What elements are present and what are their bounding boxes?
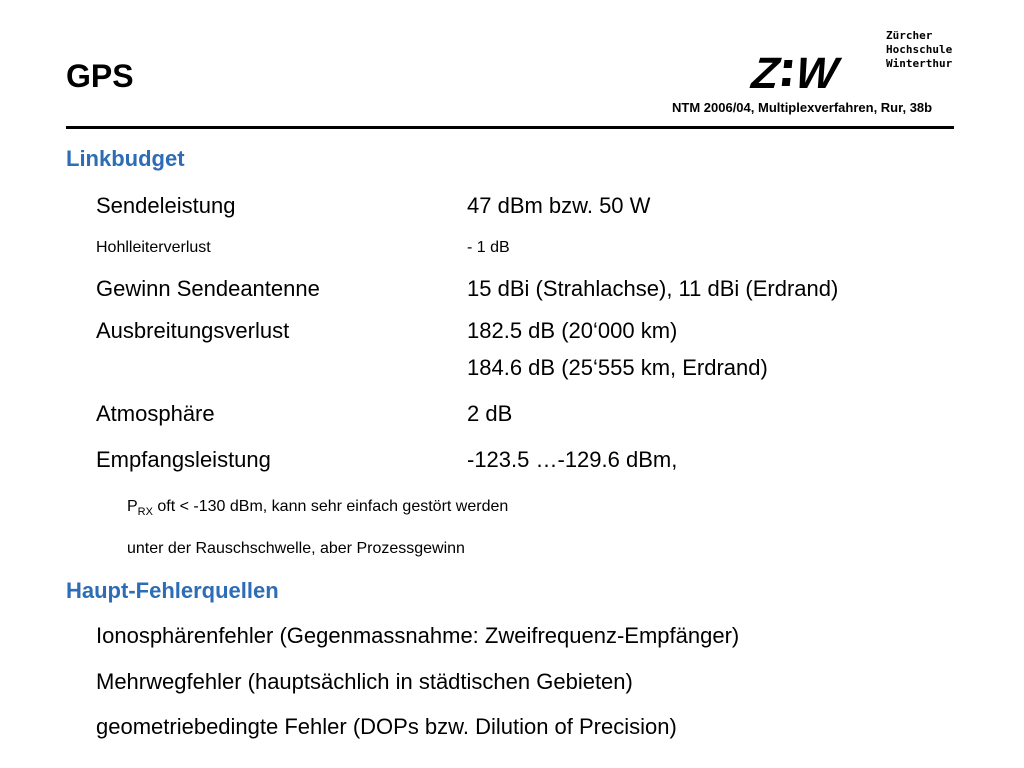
logo-line-1: Zürcher [886, 29, 933, 42]
slide-title: GPS [66, 58, 134, 94]
note-prx-text: oft < -130 dBm, kann sehr einfach gestört werden [152, 498, 509, 515]
note-rauschschwelle: unter der Rauschschwelle, aber Prozessgewinn [127, 540, 465, 557]
slide-subtitle: NTM 2006/04, Multiplexverfahren, Rur, 38b [672, 100, 933, 115]
row-value-atmosphaere: 2 dB [467, 401, 513, 426]
section-heading-fehlerquellen: Haupt-Fehlerquellen [66, 578, 279, 603]
note-prx-subscript: RX [137, 506, 153, 519]
row-value-gewinn-sendeantenne: 15 dBi (Strahlachse), 11 dBi (Erdrand) [467, 276, 839, 301]
row-value-hohlleiterverlust: - 1 dB [467, 239, 510, 256]
row-label-hohlleiterverlust: Hohlleiterverlust [96, 239, 211, 256]
row-value-empfangsleistung: -123.5 …-129.6 dBm, [467, 447, 678, 472]
list-item: Ionosphärenfehler (Gegenmassnahme: Zweifrequenz-Empfänger) [96, 623, 740, 648]
list-item: Mehrwegfehler (hauptsächlich in städtischen Gebieten) [96, 669, 633, 694]
logo-line-3: Winterthur [886, 57, 953, 70]
row-value-ausbreitungsverlust-1: 182.5 dB (20‘000 km) [467, 318, 678, 343]
row-label-gewinn-sendeantenne: Gewinn Sendeantenne [96, 276, 320, 301]
row-value-sendeleistung: 47 dBm bzw. 50 W [467, 193, 651, 218]
section-heading-linkbudget: Linkbudget [66, 146, 185, 171]
list-item: geometriebedingte Fehler (DOPs bzw. Dilution of Precision) [96, 714, 677, 739]
row-label-sendeleistung: Sendeleistung [96, 193, 236, 218]
zhw-logo-text [886, 29, 952, 71]
header-divider [66, 126, 954, 129]
note-prx-symbol: P [127, 498, 138, 515]
zhw-logo-mark: Z W [749, 49, 840, 98]
logo-line-2: Hochschule [886, 43, 953, 56]
note-prx [127, 497, 508, 517]
row-label-ausbreitungsverlust: Ausbreitungsverlust [96, 318, 290, 343]
row-label-empfangsleistung: Empfangsleistung [96, 447, 271, 472]
row-value-ausbreitungsverlust-2: 184.6 dB (25‘555 km, Erdrand) [467, 355, 768, 380]
row-label-atmosphaere: Atmosphäre [96, 401, 215, 426]
